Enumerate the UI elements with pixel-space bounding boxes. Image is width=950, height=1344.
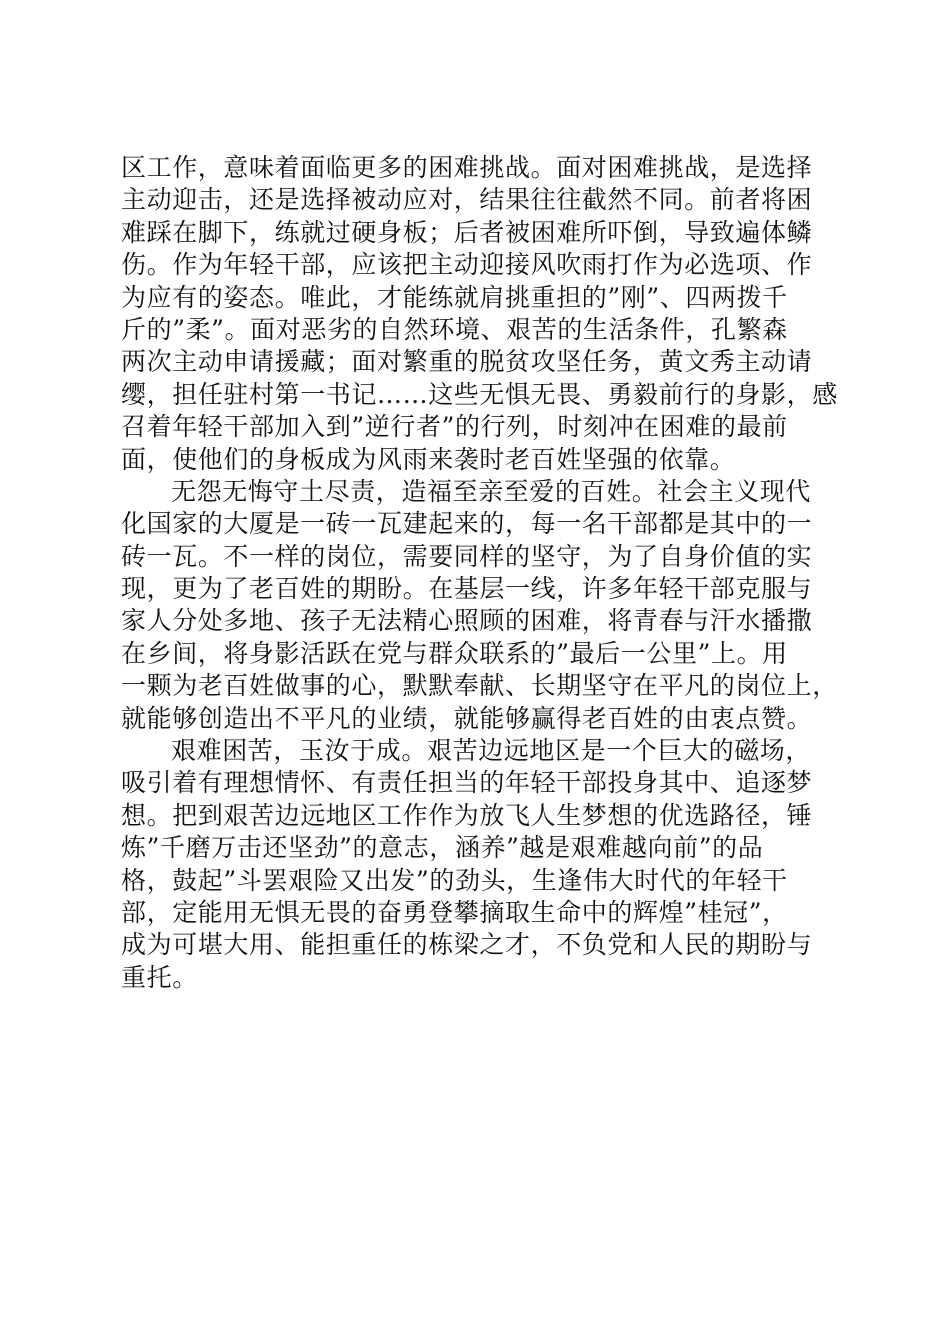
- text-line: 两次主动申请援藏；面对繁重的脱贫攻坚任务，黄文秀主动请: [121, 347, 813, 377]
- text-line: 一颗为老百姓做事的心，默默奉献、长期坚守在平凡的岗位上，: [121, 671, 838, 701]
- text-line: 砖一瓦。不一样的岗位，需要同样的坚守，为了自身价值的实: [121, 541, 813, 571]
- text-line: 区工作，意味着面临更多的困难挑战。面对困难挑战，是选择: [121, 153, 813, 182]
- text-line: 炼”千磨万击还坚劲”的意志，涵养”越是艰难越向前”的品: [121, 833, 764, 863]
- article-body: [121, 152, 841, 994]
- text-line: 就能够创造出不平凡的业绩，就能够赢得老百姓的由衷点赞。: [121, 703, 813, 733]
- text-line: 召着年轻干部加入到”逆行者”的行列，时刻冲在困难的最前: [121, 412, 788, 442]
- text-line: 重托。: [121, 962, 198, 992]
- text-line: 无怨无悔守土尽责，造福至亲至爱的百姓。社会主义现代: [171, 476, 812, 506]
- text-line: 难踩在脚下，练就过硬身板；后者被困难所吓倒，导致遍体鳞: [121, 217, 813, 247]
- text-line: 化国家的大厦是一砖一瓦建起来的，每一名干部都是其中的一: [121, 509, 813, 539]
- text-line: 吸引着有理想情怀、有责任担当的年轻干部投身其中、追逐梦: [121, 768, 813, 798]
- paragraph-1: [121, 152, 841, 476]
- paragraph-2: [121, 476, 841, 735]
- text-line: 伤。作为年轻干部，应该把主动迎接风吹雨打作为必选项、作: [121, 250, 813, 280]
- text-line: 在乡间，将身影活跃在党与群众联系的”最后一公里”上。用: [121, 638, 788, 668]
- text-line: 家人分处多地、孩子无法精心照顾的困难，将青春与汗水播撒: [121, 606, 813, 636]
- text-line: 主动迎击，还是选择被动应对，结果往往截然不同。前者将困: [121, 185, 813, 215]
- paragraph-3: [121, 735, 841, 994]
- text-line: 想。把到艰苦边远地区工作作为放飞人生梦想的优选路径，锤: [121, 800, 813, 830]
- text-line: 现，更为了老百姓的期盼。在基层一线，许多年轻干部克服与: [121, 574, 813, 604]
- text-line: 成为可堪大用、能担重任的栋梁之才，不负党和人民的期盼与: [121, 930, 813, 960]
- text-line: 格，鼓起”斗罢艰险又出发”的劲头，生逢伟大时代的年轻干: [121, 865, 788, 895]
- text-line: 艰难困苦，玉汝于成。艰苦边远地区是一个巨大的磁场，: [171, 736, 812, 766]
- text-line: 斤的”柔”。面对恶劣的自然环境、艰苦的生活条件，孔繁森: [121, 314, 788, 344]
- text-line: 面，使他们的身板成为风雨来袭时老百姓坚强的依靠。: [121, 444, 736, 474]
- text-line: 为应有的姿态。唯此，才能练就肩挑重担的”刚”、四两拨千: [121, 282, 788, 312]
- text-line: 缨，担任驻村第一书记……这些无惧无畏、勇毅前行的身影，感: [121, 379, 838, 409]
- text-line: 部，定能用无惧无畏的奋勇登攀摘取生命中的辉煌”桂冠”，: [121, 897, 788, 927]
